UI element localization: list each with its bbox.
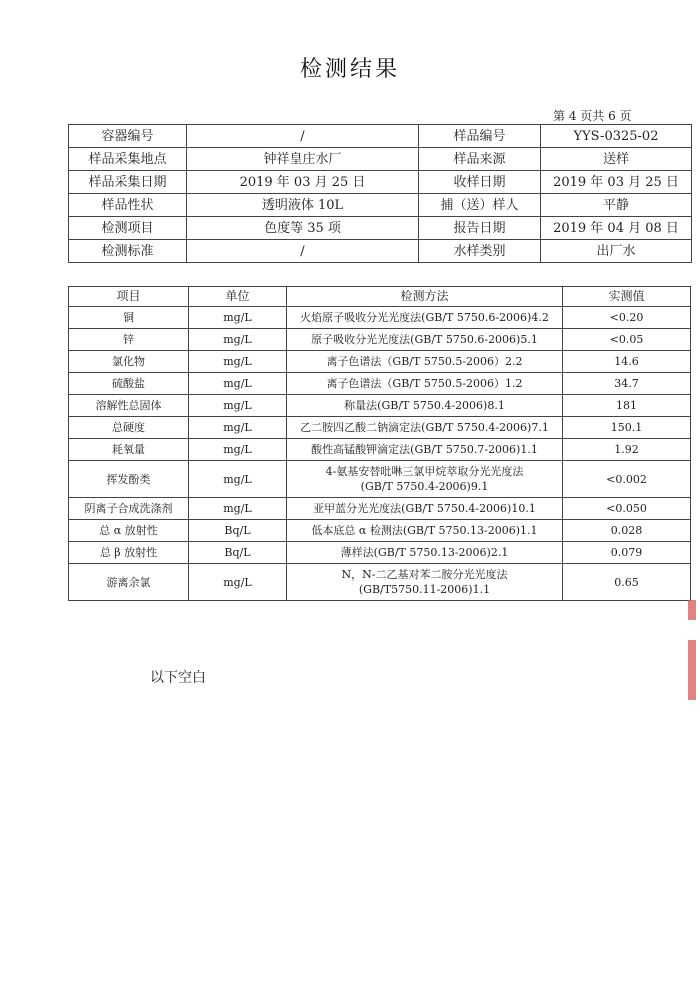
result-method: 火焰原子吸收分光光度法(GB/T 5750.6-2006)4.2 [287,307,563,329]
info-value: YYS-0325-02 [541,125,692,148]
result-value: <0.20 [563,307,691,329]
results-row [69,564,691,601]
results-row [69,520,691,542]
seal-stamp-edge [688,640,696,700]
document-title: 检测结果 [299,57,400,82]
info-row [69,171,692,194]
result-item: 溶解性总固体 [69,395,189,417]
result-method [287,461,563,498]
result-method [287,564,563,601]
results-row [69,373,691,395]
result-unit: Bq/L [189,542,287,564]
result-value: 0.028 [563,520,691,542]
results-row [69,329,691,351]
result-value: 1.92 [563,439,691,461]
result-method: 离子色谱法（GB/T 5750.5-2006）1.2 [287,373,563,395]
results-row [69,461,691,498]
result-unit: Bq/L [189,520,287,542]
result-item: 总 β 放射性 [69,542,189,564]
blank-below-note: 以下空白 [150,670,206,686]
result-item: 阴离子合成洗涤剂 [69,498,189,520]
results-row [69,417,691,439]
result-item: 铜 [69,307,189,329]
info-value: 平静 [541,194,692,217]
result-value: 0.65 [563,564,691,601]
info-value: 钟祥皇庄水厂 [187,148,419,171]
result-method: 原子吸收分光光度法(GB/T 5750.6-2006)5.1 [287,329,563,351]
result-unit: mg/L [189,329,287,351]
result-item: 耗氧量 [69,439,189,461]
result-unit: mg/L [189,461,287,498]
sample-info-table [68,124,692,263]
result-unit: mg/L [189,351,287,373]
info-label: 检测标准 [69,240,187,263]
info-label: 容器编号 [69,125,187,148]
info-label: 样品编号 [419,125,541,148]
info-label: 样品性状 [69,194,187,217]
result-method: 酸性高锰酸钾滴定法(GB/T 5750.7-2006)1.1 [287,439,563,461]
info-label: 样品采集日期 [69,171,187,194]
results-row [69,498,691,520]
page-number: 第 4 页共 6 页 [553,109,632,123]
info-label: 报告日期 [419,217,541,240]
result-value: 0.079 [563,542,691,564]
result-item: 游离余氯 [69,564,189,601]
info-value: 透明液体 10L [187,194,419,217]
result-unit: mg/L [189,395,287,417]
result-method-line: (GB/T5750.11-2006)1.1 [358,583,491,596]
result-unit: mg/L [189,564,287,601]
result-method: 乙二胺四乙酸二钠滴定法(GB/T 5750.4-2006)7.1 [287,417,563,439]
result-method-line: N，N-二乙基对苯二胺分光光度法 [341,568,508,581]
info-value: 2019 年 03 月 25 日 [187,171,419,194]
result-unit: mg/L [189,498,287,520]
result-value: 34.7 [563,373,691,395]
info-label: 样品采集地点 [69,148,187,171]
header-unit: 单位 [189,287,287,307]
info-value: 送样 [541,148,692,171]
result-value: 181 [563,395,691,417]
result-item: 挥发酚类 [69,461,189,498]
result-value: <0.002 [563,461,691,498]
result-unit: mg/L [189,439,287,461]
result-item: 总硬度 [69,417,189,439]
result-unit: mg/L [189,307,287,329]
header-method: 检测方法 [287,287,563,307]
result-method: 薄样法(GB/T 5750.13-2006)2.1 [287,542,563,564]
result-method: 低本底总 α 检测法(GB/T 5750.13-2006)1.1 [287,520,563,542]
info-label: 捕（送）样人 [419,194,541,217]
results-row [69,351,691,373]
result-method: 离子色谱法（GB/T 5750.5-2006）2.2 [287,351,563,373]
results-table [68,286,691,601]
header-item: 项目 [69,287,189,307]
info-row [69,217,692,240]
result-value: <0.05 [563,329,691,351]
info-label: 收样日期 [419,171,541,194]
result-item: 氯化物 [69,351,189,373]
info-value: / [187,240,419,263]
seal-stamp-edge [688,600,696,620]
result-value: 150.1 [563,417,691,439]
result-item: 锌 [69,329,189,351]
results-row [69,542,691,564]
info-value: 色度等 35 项 [187,217,419,240]
result-item: 硫酸盐 [69,373,189,395]
results-row [69,395,691,417]
results-row [69,307,691,329]
result-value: 14.6 [563,351,691,373]
results-row [69,439,691,461]
result-unit: mg/L [189,417,287,439]
result-value: <0.050 [563,498,691,520]
result-method: 称量法(GB/T 5750.4-2006)8.1 [287,395,563,417]
info-row [69,194,692,217]
info-value: 出厂水 [541,240,692,263]
info-row [69,125,692,148]
result-method-line: 4-氨基安替吡啉三氯甲烷萃取分光光度法 [325,465,524,478]
header-value: 实测值 [563,287,691,307]
info-value: 2019 年 03 月 25 日 [541,171,692,194]
results-header-row [69,287,691,307]
result-unit: mg/L [189,373,287,395]
info-row [69,240,692,263]
info-label: 样品来源 [419,148,541,171]
info-label: 检测项目 [69,217,187,240]
info-value: / [187,125,419,148]
info-value: 2019 年 04 月 08 日 [541,217,692,240]
info-row [69,148,692,171]
result-method-line: (GB/T 5750.4-2006)9.1 [360,480,489,493]
result-method: 亚甲蓝分光光度法(GB/T 5750.4-2006)10.1 [287,498,563,520]
info-label: 水样类别 [419,240,541,263]
result-item: 总 α 放射性 [69,520,189,542]
